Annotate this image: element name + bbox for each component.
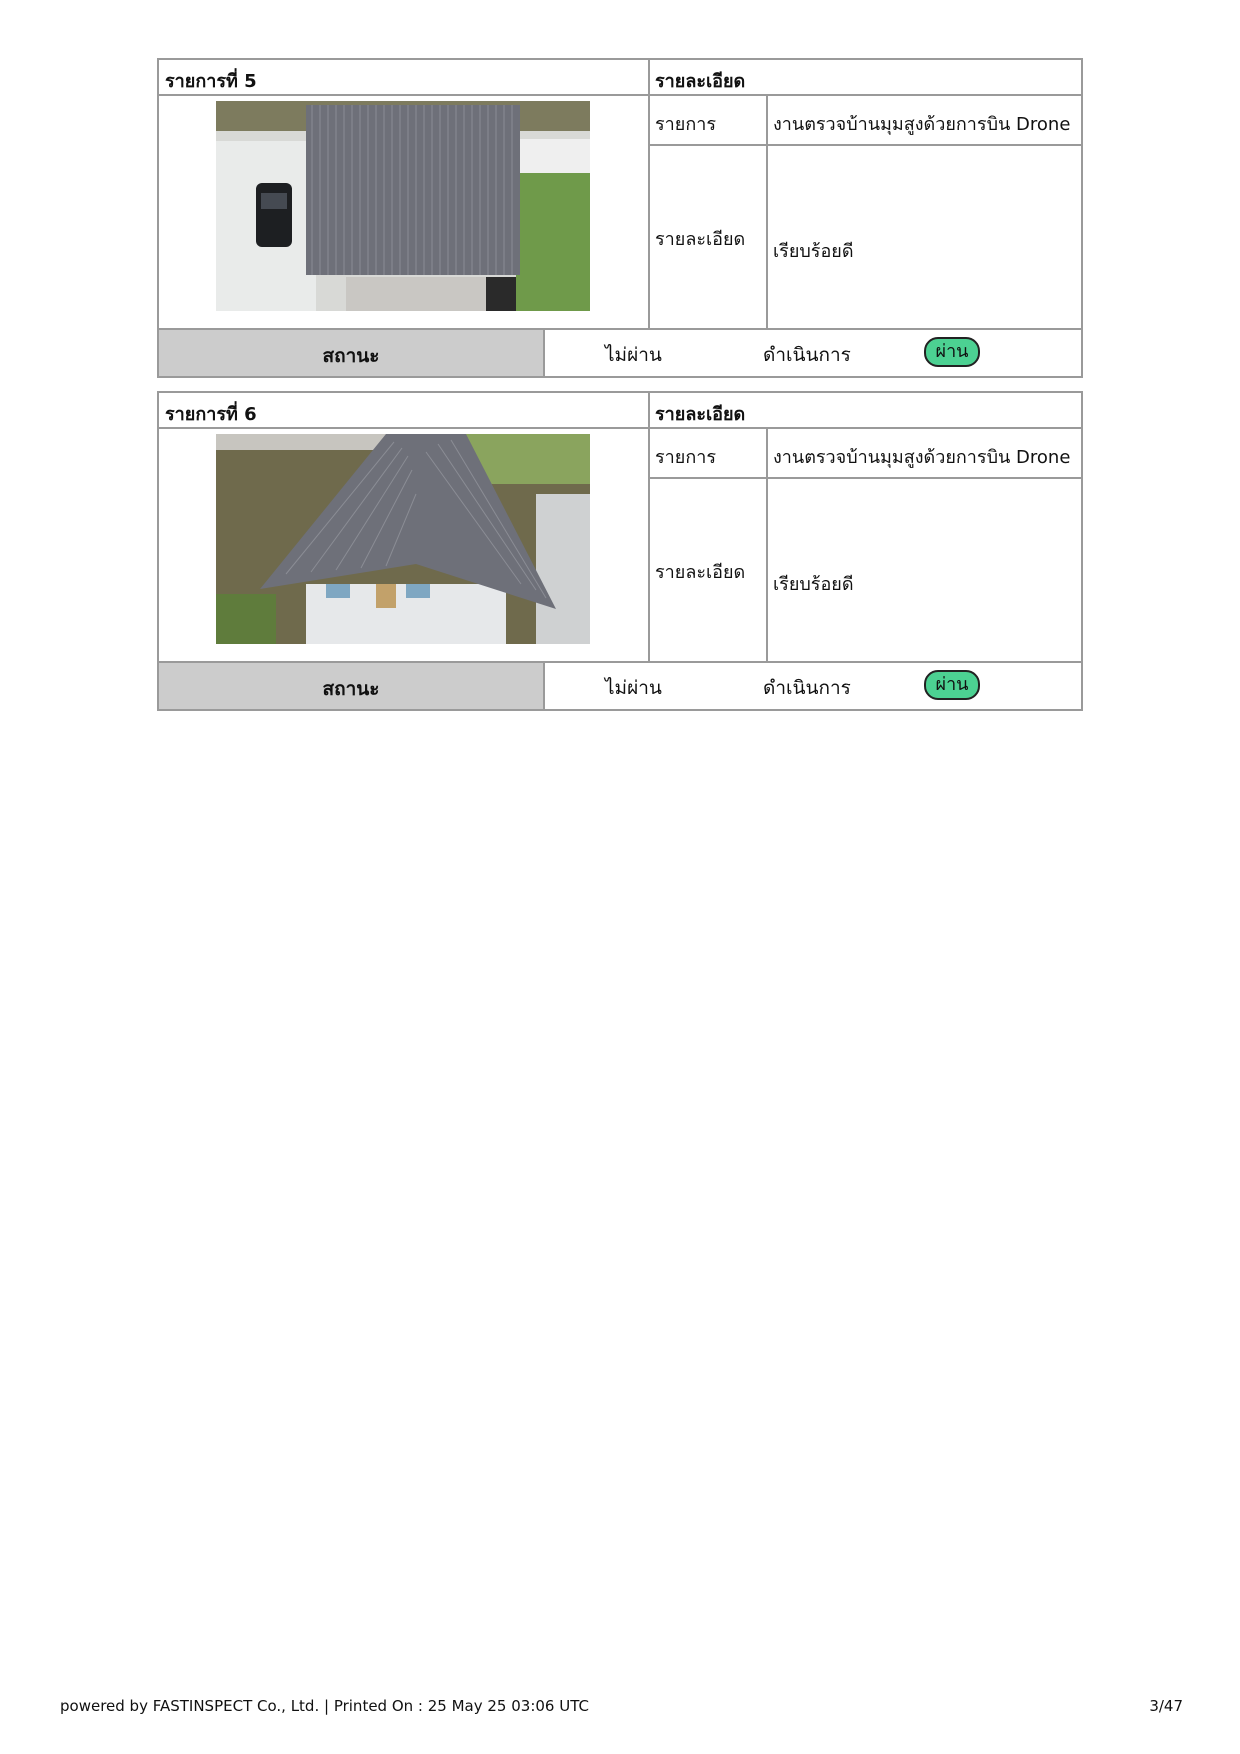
footer-printed-info: powered by FASTINSPECT Co., Ltd. | Printed On : 25 May 25 03:06 UTC bbox=[60, 1697, 589, 1715]
status-label: สถานะ bbox=[322, 678, 380, 700]
details-header: รายละเอียด bbox=[655, 71, 746, 92]
item-label: รายการ bbox=[655, 447, 716, 468]
inspection-item-card bbox=[157, 391, 1083, 711]
status-option-fail: ไม่ผ่าน bbox=[605, 677, 662, 699]
status-option-in-progress: ดำเนินการ bbox=[763, 677, 851, 699]
item-value: งานตรวจบ้านมุมสูงด้วยการบิน Drone bbox=[773, 114, 1071, 135]
item-label: รายการ bbox=[655, 114, 716, 135]
status-row bbox=[159, 663, 1081, 709]
item-value: งานตรวจบ้านมุมสูงด้วยการบิน Drone bbox=[773, 447, 1071, 468]
detail-label: รายละเอียด bbox=[655, 562, 746, 583]
status-option-pass-selected: ผ่าน bbox=[924, 670, 980, 700]
item-title: รายการที่ 5 bbox=[165, 71, 257, 92]
details-header: รายละเอียด bbox=[655, 404, 746, 425]
status-row bbox=[159, 330, 1081, 376]
item-title: รายการที่ 6 bbox=[165, 404, 257, 425]
status-option-fail: ไม่ผ่าน bbox=[605, 344, 662, 366]
status-option-in-progress: ดำเนินการ bbox=[763, 344, 851, 366]
footer-page-number: 3/47 bbox=[1149, 1697, 1183, 1715]
inspection-photo-roof-angle bbox=[216, 434, 590, 644]
detail-label: รายละเอียด bbox=[655, 229, 746, 250]
detail-value: เรียบร้อยดี bbox=[773, 574, 854, 595]
inspection-item-card bbox=[157, 58, 1083, 378]
inspection-photo-roof-top bbox=[216, 101, 590, 311]
status-option-pass-selected: ผ่าน bbox=[924, 337, 980, 367]
status-label: สถานะ bbox=[322, 345, 380, 367]
detail-value: เรียบร้อยดี bbox=[773, 241, 854, 262]
